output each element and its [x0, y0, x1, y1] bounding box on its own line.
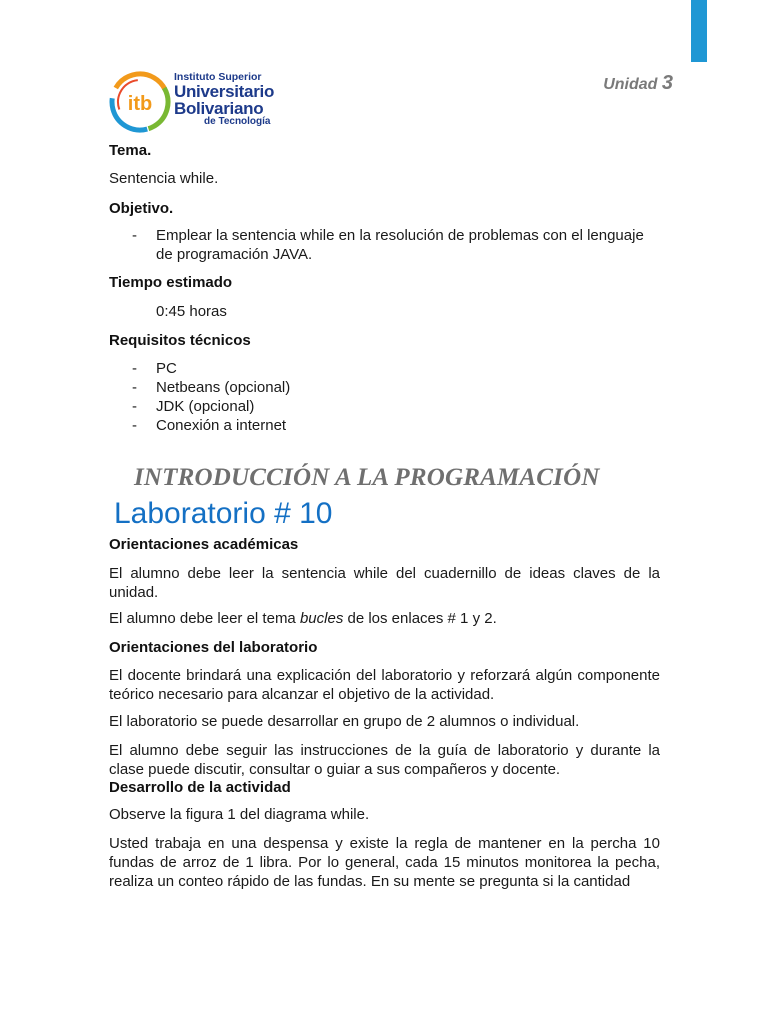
p2-italic-term: bucles	[299, 610, 344, 627]
itb-logo-icon	[108, 70, 172, 134]
requisitos-item	[132, 359, 177, 378]
unit-label	[603, 72, 673, 95]
unit-label-text: Unidad	[603, 76, 658, 93]
orientaciones-laboratorio-heading: Orientaciones del laboratorio	[109, 639, 318, 656]
logo-line-2: Universitario	[174, 81, 275, 101]
list-bullet: -	[132, 417, 137, 434]
orientaciones-academicas-p1: El alumno debe leer la sentencia while del cuadernillo de ideas claves de la unidad.	[109, 565, 660, 601]
p2-text-after: de los enlaces # 1 y 2.	[343, 610, 497, 627]
tiempo-heading: Tiempo estimado	[109, 274, 233, 291]
logo-line-3: Bolivariano	[174, 98, 264, 118]
list-bullet: -	[132, 379, 137, 396]
objetivo-line-2: de programación JAVA.	[156, 246, 313, 263]
list-bullet: -	[132, 360, 137, 377]
course-title: INTRODUCCIÓN A LA PROGRAMACIÓN	[134, 464, 600, 491]
tema-text: Sentencia while.	[109, 170, 219, 187]
desarrollo-heading: Desarrollo de la actividad	[109, 779, 291, 796]
list-bullet: -	[132, 227, 137, 244]
tiempo-text: 0:45 horas	[156, 303, 227, 320]
list-bullet: -	[132, 398, 137, 415]
orientaciones-laboratorio-p3: El alumno debe seguir las instrucciones de la guía de laboratorio y durante la clase puede discutir, consultar o guiar a sus compañeros y docente.	[109, 742, 660, 778]
requisitos-item-label: Netbeans (opcional)	[156, 379, 291, 396]
requisitos-item-label: Conexión a internet	[156, 417, 287, 434]
desarrollo-p2: Usted trabaja en una despensa y existe la regla de mantener en la percha 10 fundas de arroz de 1 libra. Por lo general, cada 15 minutos monitorea la pecha, realiza un conteo rápido de las fundas. En su mente se pregunta si la cantidad	[109, 835, 660, 890]
tema-heading: Tema.	[109, 142, 152, 159]
objetivo-item	[132, 226, 644, 264]
objetivo-heading: Objetivo.	[109, 200, 174, 217]
orientaciones-academicas-p2	[109, 609, 497, 628]
institution-logo	[108, 70, 288, 134]
objetivo-line-1: Emplear la sentencia while en la resolución de problemas con el lenguaje	[156, 227, 644, 244]
requisitos-heading: Requisitos técnicos	[109, 332, 251, 349]
corner-accent-bar	[691, 0, 707, 62]
desarrollo-p1: Observe la figura 1 del diagrama while.	[109, 806, 370, 823]
logo-line-1: Instituto Superior	[174, 71, 262, 83]
requisitos-item-label: JDK (opcional)	[156, 398, 255, 415]
orientaciones-academicas-heading: Orientaciones académicas	[109, 536, 299, 553]
requisitos-item	[132, 378, 291, 397]
unit-number: 3	[661, 72, 673, 94]
orientaciones-laboratorio-p2: El laboratorio se puede desarrollar en grupo de 2 alumnos o individual.	[109, 713, 580, 730]
logo-mark: itb	[127, 93, 153, 115]
orientaciones-laboratorio-p1: El docente brindará una explicación del laboratorio y reforzará algún componente teórico necesario para alcanzar el objetivo de la actividad.	[109, 667, 660, 703]
requisitos-item	[132, 416, 287, 435]
p2-text-before: El alumno debe leer el tema	[109, 610, 300, 627]
requisitos-item	[132, 397, 255, 416]
lab-title: Laboratorio # 10	[114, 497, 333, 530]
requisitos-item-label: PC	[156, 360, 177, 377]
logo-line-4: de Tecnología	[204, 115, 271, 127]
